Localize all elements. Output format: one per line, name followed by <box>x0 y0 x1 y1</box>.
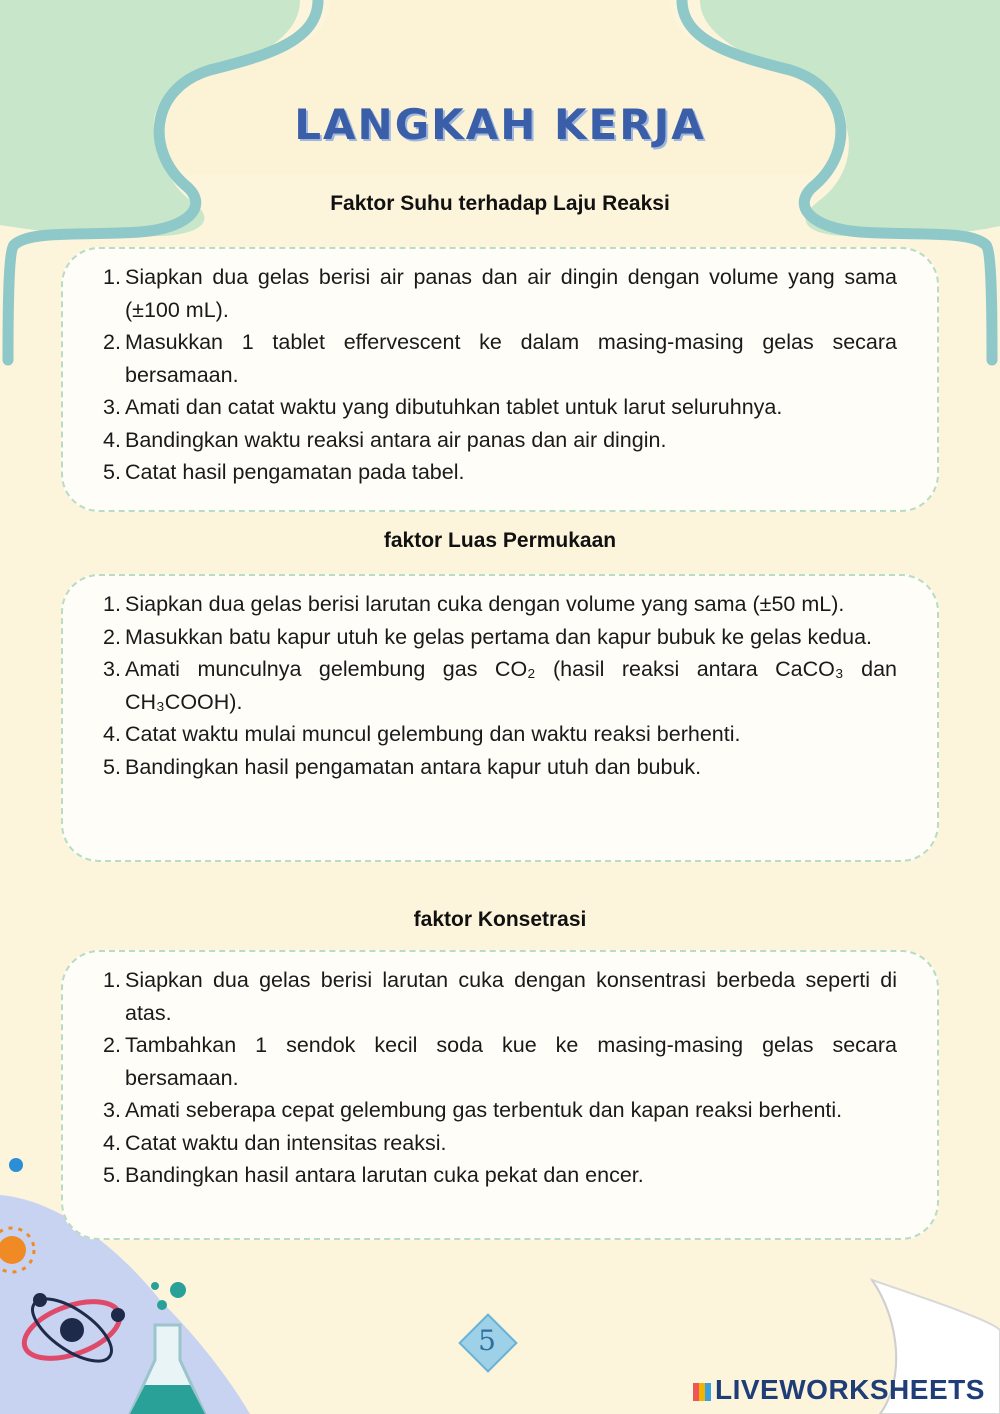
list-item: 3. Amati munculnya gelembung gas CO₂ (hasil reaksi antara CaCO₃ dan CH₃COOH). <box>103 653 897 718</box>
brand-text: LIVEWORKSHEETS <box>715 1374 985 1405</box>
list-item: 1. Siapkan dua gelas berisi air panas dan air dingin dengan volume yang sama (±100 mL). <box>103 261 897 326</box>
list-item: 5. Bandingkan hasil antara larutan cuka pekat dan encer. <box>103 1159 897 1192</box>
step-text: Tambahkan 1 sendok kecil soda kue ke masing-masing gelas secara bersamaan. <box>125 1033 897 1090</box>
steps-box-konsentrasi <box>61 950 939 1240</box>
steps-list-konsentrasi <box>103 964 897 1192</box>
step-text: Amati seberapa cepat gelembung gas terbentuk dan kapan reaksi berhenti. <box>125 1098 843 1122</box>
step-text: Amati dan catat waktu yang dibutuhkan tablet untuk larut seluruhnya. <box>125 395 783 419</box>
step-text: Siapkan dua gelas berisi larutan cuka dengan konsentrasi berbeda seperti di atas. <box>125 968 897 1025</box>
list-item: 5. Bandingkan hasil pengamatan antara kapur utuh dan bubuk. <box>103 751 897 784</box>
list-item: 2. Masukkan 1 tablet effervescent ke dalam masing-masing gelas secara bersamaan. <box>103 326 897 391</box>
section-heading-suhu: Faktor Suhu terhadap Laju Reaksi <box>330 192 670 215</box>
list-item: 5. Catat hasil pengamatan pada tabel. <box>103 456 897 489</box>
section-heading-konsentrasi: faktor Konsetrasi <box>413 908 587 931</box>
brand-logo[interactable] <box>693 1374 985 1406</box>
steps-list-suhu <box>103 261 897 489</box>
list-item: 2. Masukkan batu kapur utuh ke gelas pertama dan kapur bubuk ke gelas kedua. <box>103 621 897 654</box>
step-text: Bandingkan waktu reaksi antara air panas dan air dingin. <box>125 427 667 452</box>
step-text: Bandingkan hasil antara larutan cuka pekat dan encer. <box>125 1163 644 1187</box>
list-item: 4. Catat waktu dan intensitas reaksi. <box>103 1127 897 1160</box>
page-number: 5 <box>478 1324 496 1357</box>
list-item: 4. Catat waktu mulai muncul gelembung dan waktu reaksi berhenti. <box>103 718 897 751</box>
step-text: Masukkan 1 tablet effervescent ke dalam masing-masing gelas secara bersamaan. <box>125 330 897 387</box>
step-text: Amati munculnya gelembung gas CO₂ (hasil reaksi antara CaCO₃ dan CH₃COOH). <box>125 657 897 714</box>
steps-box-suhu <box>61 247 939 512</box>
step-text: Catat waktu dan intensitas reaksi. <box>125 1130 447 1155</box>
list-item: 1. Siapkan dua gelas berisi larutan cuka dengan volume yang sama (±50 mL). <box>103 588 897 621</box>
liveworksheets-logo-icon <box>693 1383 711 1401</box>
step-text: Siapkan dua gelas berisi larutan cuka dengan volume yang sama (±50 mL). <box>125 592 845 616</box>
list-item: 3. Amati dan catat waktu yang dibutuhkan tablet untuk larut seluruhnya. <box>103 391 897 424</box>
step-text: Catat hasil pengamatan pada tabel. <box>125 460 465 484</box>
step-text: Siapkan dua gelas berisi air panas dan air dingin dengan volume yang sama (±100 mL). <box>125 265 897 322</box>
steps-list-luas-permukaan <box>103 588 897 783</box>
list-item: 1. Siapkan dua gelas berisi larutan cuka dengan konsentrasi berbeda seperti di atas. <box>103 964 897 1029</box>
step-text: Catat waktu mulai muncul gelembung dan waktu reaksi berhenti. <box>125 722 741 746</box>
page-title: LANGKAH KERJA <box>294 100 706 149</box>
step-text: Masukkan batu kapur utuh ke gelas pertama dan kapur bubuk ke gelas kedua. <box>125 624 873 649</box>
steps-box-luas-permukaan <box>61 574 939 862</box>
step-text: Bandingkan hasil pengamatan antara kapur utuh dan bubuk. <box>125 754 702 779</box>
section-heading-luas-permukaan: faktor Luas Permukaan <box>383 529 617 552</box>
list-item: 3. Amati seberapa cepat gelembung gas terbentuk dan kapan reaksi berhenti. <box>103 1094 897 1127</box>
list-item: 2. Tambahkan 1 sendok kecil soda kue ke masing-masing gelas secara bersamaan. <box>103 1029 897 1094</box>
list-item: 4. Bandingkan waktu reaksi antara air panas dan air dingin. <box>103 424 897 457</box>
page-number-badge <box>461 1316 513 1368</box>
